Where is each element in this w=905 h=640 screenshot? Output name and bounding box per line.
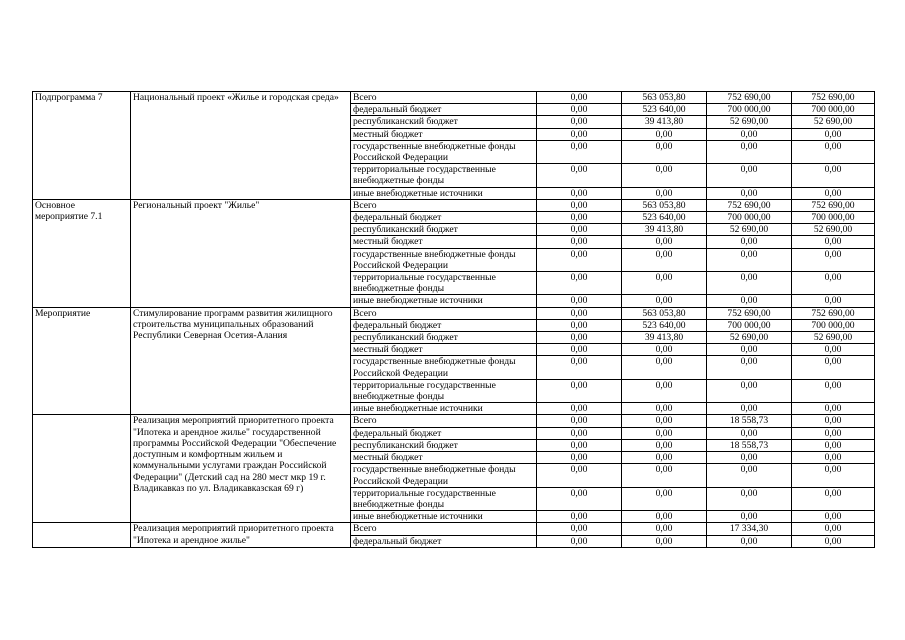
source-cell: федеральный бюджет — [351, 535, 537, 547]
value-cell: 52 690,00 — [792, 116, 875, 128]
value-cell: 0,00 — [792, 535, 875, 547]
value-cell: 0,00 — [792, 379, 875, 402]
value-cell: 752 690,00 — [792, 92, 875, 104]
table-row — [33, 415, 875, 427]
source-cell: Всего — [351, 92, 537, 104]
source-cell: государственные внебюджетные фонды Российской Федерации — [351, 464, 537, 487]
value-cell: 0,00 — [537, 535, 622, 547]
level-cell — [33, 415, 131, 523]
value-cell: 0,00 — [622, 511, 707, 523]
value-cell: 0,00 — [707, 248, 792, 271]
value-cell: 0,00 — [537, 199, 622, 211]
value-cell: 523 640,00 — [622, 212, 707, 224]
value-cell: 563 053,80 — [622, 307, 707, 319]
value-cell: 752 690,00 — [707, 92, 792, 104]
source-cell: Всего — [351, 199, 537, 211]
source-cell: местный бюджет — [351, 128, 537, 140]
source-cell: республиканский бюджет — [351, 332, 537, 344]
value-cell: 0,00 — [537, 224, 622, 236]
value-cell: 0,00 — [792, 187, 875, 199]
value-cell: 0,00 — [707, 187, 792, 199]
source-cell: территориальные государственные внебюджетные фонды — [351, 164, 537, 187]
value-cell: 0,00 — [537, 92, 622, 104]
value-cell: 0,00 — [792, 523, 875, 535]
source-cell: местный бюджет — [351, 452, 537, 464]
value-cell: 0,00 — [537, 319, 622, 331]
source-cell: республиканский бюджет — [351, 439, 537, 451]
value-cell: 0,00 — [537, 295, 622, 307]
value-cell: 52 690,00 — [707, 224, 792, 236]
source-cell: государственные внебюджетные фонды Российской Федерации — [351, 356, 537, 379]
value-cell: 0,00 — [622, 427, 707, 439]
source-cell: федеральный бюджет — [351, 212, 537, 224]
value-cell: 17 334,30 — [707, 523, 792, 535]
value-cell: 0,00 — [537, 140, 622, 163]
table-row — [33, 307, 875, 319]
value-cell: 0,00 — [622, 140, 707, 163]
value-cell: 0,00 — [537, 236, 622, 248]
value-cell: 0,00 — [622, 403, 707, 415]
value-cell: 52 690,00 — [707, 116, 792, 128]
value-cell: 0,00 — [707, 452, 792, 464]
value-cell: 0,00 — [537, 356, 622, 379]
value-cell: 0,00 — [622, 295, 707, 307]
value-cell: 0,00 — [537, 523, 622, 535]
name-cell: Реализация мероприятий приоритетного проекта "Ипотека и арендное жилье" государственной программы Российской Федерации "Обеспечение доступным и комфортным жильем и коммунальными услугами граждан Российской Федерации" (Детский сад на 280 мест мкр 19 г. Владикавказ по ул. Владикавказская 69 г) — [131, 415, 351, 523]
value-cell: 39 413,80 — [622, 116, 707, 128]
value-cell: 0,00 — [537, 487, 622, 510]
value-cell: 52 690,00 — [792, 224, 875, 236]
value-cell: 0,00 — [622, 464, 707, 487]
source-cell: федеральный бюджет — [351, 427, 537, 439]
source-cell: иные внебюджетные источники — [351, 295, 537, 307]
value-cell: 0,00 — [537, 212, 622, 224]
value-cell: 39 413,80 — [622, 332, 707, 344]
value-cell: 0,00 — [792, 344, 875, 356]
value-cell: 0,00 — [707, 344, 792, 356]
source-cell: федеральный бюджет — [351, 319, 537, 331]
value-cell: 0,00 — [707, 164, 792, 187]
value-cell: 0,00 — [622, 128, 707, 140]
value-cell: 0,00 — [537, 248, 622, 271]
value-cell: 752 690,00 — [707, 199, 792, 211]
value-cell: 0,00 — [537, 272, 622, 295]
value-cell: 0,00 — [792, 356, 875, 379]
value-cell: 0,00 — [622, 535, 707, 547]
value-cell: 0,00 — [792, 439, 875, 451]
source-cell: государственные внебюджетные фонды Российской Федерации — [351, 140, 537, 163]
level-cell: Мероприятие — [33, 307, 131, 415]
level-cell — [33, 523, 131, 547]
value-cell: 0,00 — [707, 403, 792, 415]
value-cell: 0,00 — [537, 415, 622, 427]
value-cell: 700 000,00 — [792, 212, 875, 224]
value-cell: 0,00 — [792, 487, 875, 510]
value-cell: 0,00 — [707, 128, 792, 140]
value-cell: 0,00 — [537, 427, 622, 439]
value-cell: 523 640,00 — [622, 104, 707, 116]
value-cell: 0,00 — [537, 439, 622, 451]
value-cell: 0,00 — [537, 164, 622, 187]
source-cell: государственные внебюджетные фонды Российской Федерации — [351, 248, 537, 271]
value-cell: 0,00 — [707, 535, 792, 547]
level-cell: Подпрограмма 7 — [33, 92, 131, 200]
value-cell: 0,00 — [707, 356, 792, 379]
source-cell: Всего — [351, 307, 537, 319]
value-cell: 0,00 — [792, 403, 875, 415]
value-cell: 0,00 — [537, 116, 622, 128]
value-cell: 0,00 — [792, 511, 875, 523]
table-row — [33, 199, 875, 211]
value-cell: 0,00 — [792, 415, 875, 427]
value-cell: 0,00 — [622, 344, 707, 356]
value-cell: 0,00 — [622, 187, 707, 199]
value-cell: 0,00 — [622, 439, 707, 451]
value-cell: 0,00 — [707, 427, 792, 439]
value-cell: 0,00 — [622, 272, 707, 295]
name-cell: Стимулирование программ развития жилищного строительства муниципальных образований Республики Северная Осетия-Алания — [131, 307, 351, 415]
value-cell: 0,00 — [792, 236, 875, 248]
value-cell: 0,00 — [792, 295, 875, 307]
name-cell: Национальный проект «Жилье и городская среда» — [131, 92, 351, 200]
table-row — [33, 92, 875, 104]
value-cell: 0,00 — [622, 356, 707, 379]
value-cell: 0,00 — [537, 464, 622, 487]
value-cell: 0,00 — [537, 403, 622, 415]
value-cell: 0,00 — [622, 164, 707, 187]
source-cell: федеральный бюджет — [351, 104, 537, 116]
source-cell: местный бюджет — [351, 236, 537, 248]
source-cell: территориальные государственные внебюджетные фонды — [351, 272, 537, 295]
value-cell: 0,00 — [622, 236, 707, 248]
source-cell: иные внебюджетные источники — [351, 511, 537, 523]
value-cell: 0,00 — [707, 487, 792, 510]
source-cell: республиканский бюджет — [351, 116, 537, 128]
value-cell: 0,00 — [792, 164, 875, 187]
value-cell: 52 690,00 — [792, 332, 875, 344]
value-cell: 0,00 — [622, 415, 707, 427]
value-cell: 0,00 — [622, 248, 707, 271]
source-cell: республиканский бюджет — [351, 224, 537, 236]
value-cell: 0,00 — [707, 379, 792, 402]
source-cell: территориальные государственные внебюджетные фонды — [351, 487, 537, 510]
value-cell: 0,00 — [707, 464, 792, 487]
value-cell: 752 690,00 — [792, 199, 875, 211]
value-cell: 700 000,00 — [792, 319, 875, 331]
value-cell: 0,00 — [707, 140, 792, 163]
value-cell: 0,00 — [537, 379, 622, 402]
value-cell: 0,00 — [707, 236, 792, 248]
table-row — [33, 523, 875, 535]
source-cell: местный бюджет — [351, 344, 537, 356]
value-cell: 0,00 — [537, 307, 622, 319]
value-cell: 752 690,00 — [707, 307, 792, 319]
value-cell: 700 000,00 — [792, 104, 875, 116]
budget-table — [32, 91, 875, 548]
source-cell: территориальные государственные внебюджетные фонды — [351, 379, 537, 402]
value-cell: 523 640,00 — [622, 319, 707, 331]
value-cell: 0,00 — [707, 511, 792, 523]
value-cell: 0,00 — [537, 128, 622, 140]
value-cell: 0,00 — [622, 523, 707, 535]
value-cell: 0,00 — [622, 487, 707, 510]
value-cell: 18 558,73 — [707, 439, 792, 451]
name-cell: Региональный проект "Жилье" — [131, 199, 351, 307]
value-cell: 0,00 — [792, 128, 875, 140]
value-cell: 0,00 — [792, 140, 875, 163]
value-cell: 0,00 — [537, 332, 622, 344]
value-cell: 0,00 — [622, 379, 707, 402]
value-cell: 700 000,00 — [707, 104, 792, 116]
value-cell: 700 000,00 — [707, 319, 792, 331]
table-body — [33, 92, 875, 548]
value-cell: 0,00 — [537, 452, 622, 464]
value-cell: 0,00 — [537, 511, 622, 523]
value-cell: 752 690,00 — [792, 307, 875, 319]
value-cell: 0,00 — [792, 248, 875, 271]
value-cell: 39 413,80 — [622, 224, 707, 236]
value-cell: 0,00 — [537, 187, 622, 199]
value-cell: 0,00 — [792, 452, 875, 464]
value-cell: 0,00 — [792, 272, 875, 295]
value-cell: 700 000,00 — [707, 212, 792, 224]
source-cell: иные внебюджетные источники — [351, 187, 537, 199]
value-cell: 0,00 — [537, 344, 622, 356]
value-cell: 0,00 — [707, 272, 792, 295]
value-cell: 563 053,80 — [622, 199, 707, 211]
value-cell: 0,00 — [537, 104, 622, 116]
value-cell: 0,00 — [707, 295, 792, 307]
value-cell: 0,00 — [622, 452, 707, 464]
value-cell: 0,00 — [792, 427, 875, 439]
name-cell: Реализация мероприятий приоритетного проекта "Ипотека и арендное жилье" — [131, 523, 351, 547]
value-cell: 18 558,73 — [707, 415, 792, 427]
value-cell: 563 053,80 — [622, 92, 707, 104]
level-cell: Основное мероприятие 7.1 — [33, 199, 131, 307]
value-cell: 52 690,00 — [707, 332, 792, 344]
value-cell: 0,00 — [792, 464, 875, 487]
source-cell: иные внебюджетные источники — [351, 403, 537, 415]
source-cell: Всего — [351, 415, 537, 427]
source-cell: Всего — [351, 523, 537, 535]
